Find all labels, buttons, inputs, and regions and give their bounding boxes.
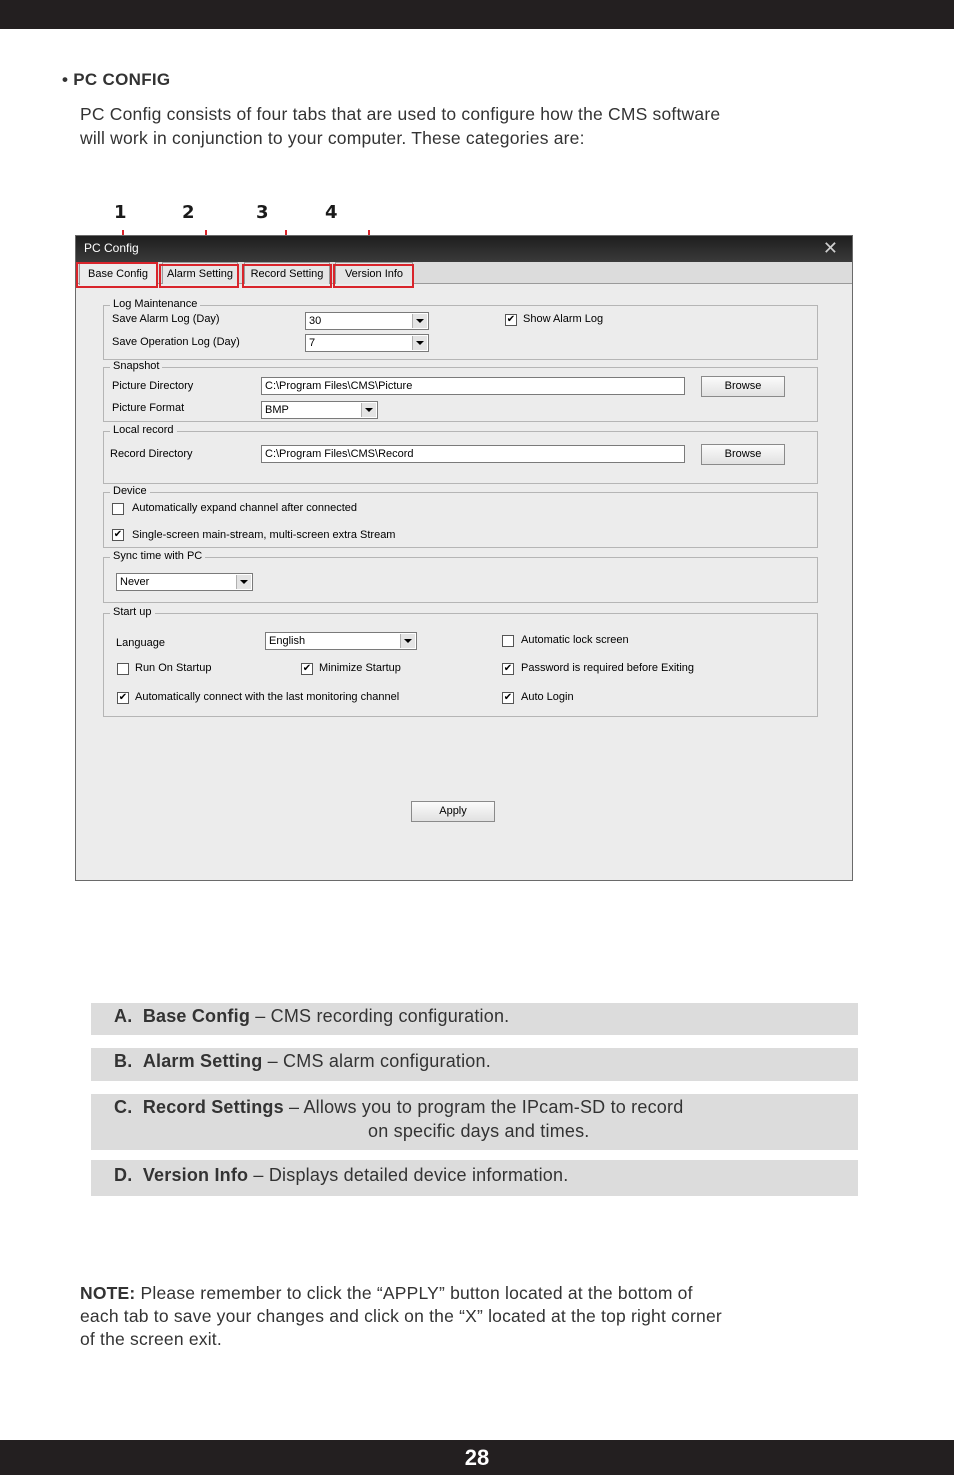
marker-3: 3 — [256, 202, 269, 223]
description-letter: B. — [114, 1051, 133, 1071]
chevron-down-icon[interactable] — [361, 403, 376, 417]
device-group — [103, 485, 818, 548]
auto-expand-label: Automatically expand channel after connected — [132, 502, 358, 514]
auto-login-label: Auto Login — [521, 691, 574, 703]
auto-connect-label: Automatically connect with the last monitoring channel — [135, 691, 400, 703]
save-alarm-log-value: 30 — [309, 315, 322, 327]
show-alarm-log-label: Show Alarm Log — [523, 313, 604, 325]
description-letter: A. — [114, 1006, 133, 1026]
picture-format-label: Picture Format — [112, 402, 185, 414]
sync-time-group — [103, 550, 818, 603]
record-directory-label: Record Directory — [110, 448, 193, 460]
description-letter: D. — [114, 1165, 133, 1185]
chevron-down-icon[interactable] — [236, 575, 251, 589]
note-line-1: Please remember to click the “APPLY” button located at the bottom of — [135, 1283, 693, 1303]
description-text: – CMS recording configuration. — [250, 1006, 510, 1026]
auto-lock-label: Automatic lock screen — [521, 634, 629, 646]
log-maintenance-legend: Log Maintenance — [110, 298, 200, 310]
save-operation-log-label: Save Operation Log (Day) — [112, 336, 240, 348]
record-browse-button[interactable]: Browse — [701, 444, 785, 465]
description-letter: C. — [114, 1097, 133, 1117]
sync-time-select[interactable] — [116, 573, 253, 591]
description-text: – Displays detailed device information. — [248, 1165, 569, 1185]
run-on-startup-checkbox[interactable] — [117, 663, 129, 675]
device-legend: Device — [110, 485, 150, 497]
pc-config-window — [75, 235, 853, 881]
intro-line-1: PC Config consists of four tabs that are used to configure how the CMS software — [80, 104, 721, 124]
minimize-startup-label: Minimize Startup — [319, 662, 401, 674]
auto-lock-checkbox[interactable] — [502, 635, 514, 647]
description-name: Base Config — [142, 1006, 251, 1026]
language-value: English — [269, 635, 306, 647]
language-select[interactable] — [265, 632, 417, 650]
save-alarm-log-label: Save Alarm Log (Day) — [112, 313, 220, 325]
window-title: PC Config — [84, 241, 139, 255]
bullet: • — [62, 70, 69, 89]
description-text-continued: on specific days and times. — [368, 1121, 590, 1141]
snapshot-legend: Snapshot — [110, 360, 162, 372]
startup-group — [103, 606, 818, 717]
description-text: – CMS alarm configuration. — [262, 1051, 491, 1071]
show-alarm-log-checkbox[interactable]: ✔ — [506, 314, 516, 325]
language-label: Language — [116, 637, 165, 649]
local-record-group — [103, 424, 818, 484]
auto-connect-checkbox[interactable]: ✔ — [118, 692, 128, 703]
intro-paragraph — [80, 102, 880, 150]
save-operation-log-select[interactable] — [305, 334, 429, 352]
description-text: – Allows you to program the IPcam-SD to record — [283, 1097, 684, 1117]
marker-1: 1 — [114, 202, 127, 223]
password-exit-label: Password is required before Exiting — [521, 662, 695, 674]
picture-directory-label: Picture Directory — [112, 380, 194, 392]
intro-line-2: will work in conjunction to your computer. These categories are: — [80, 128, 585, 148]
sync-time-legend: Sync time with PC — [110, 550, 205, 562]
picture-browse-button[interactable]: Browse — [701, 376, 785, 397]
apply-button[interactable]: Apply — [411, 801, 495, 822]
note-label: NOTE: — [80, 1283, 136, 1303]
description-row — [91, 1003, 858, 1035]
minimize-startup-checkbox[interactable]: ✔ — [302, 663, 312, 674]
close-icon[interactable]: ✕ — [822, 238, 838, 258]
section-title-text: PC CONFIG — [73, 70, 171, 89]
marker-4: 4 — [325, 202, 338, 223]
chevron-down-icon[interactable] — [412, 314, 427, 328]
auto-login-checkbox[interactable]: ✔ — [503, 692, 513, 703]
description-name: Alarm Setting — [142, 1051, 263, 1071]
tab-strip — [76, 262, 852, 284]
chevron-down-icon[interactable] — [400, 634, 415, 648]
tab-alarm-setting[interactable]: Alarm Setting — [162, 262, 238, 284]
note-line-3: of the screen exit. — [80, 1329, 222, 1349]
picture-format-select[interactable] — [261, 401, 378, 419]
single-screen-checkbox[interactable]: ✔ — [113, 529, 123, 540]
tab-base-config[interactable]: Base Config — [79, 262, 157, 285]
description-row — [91, 1094, 858, 1150]
save-alarm-log-select[interactable] — [305, 312, 429, 330]
page-number: 28 — [464, 1445, 490, 1470]
sync-time-value: Never — [120, 576, 150, 588]
section-title — [62, 70, 170, 90]
tab-version-info[interactable]: Version Info — [335, 262, 413, 284]
snapshot-group — [103, 360, 818, 422]
save-operation-log-value: 7 — [309, 337, 316, 349]
auto-expand-checkbox[interactable] — [112, 503, 124, 515]
description-row — [91, 1160, 858, 1196]
run-on-startup-label: Run On Startup — [135, 662, 212, 674]
local-record-legend: Local record — [110, 424, 177, 436]
note-line-2: each tab to save your changes and click on the “X” located at the top right corner — [80, 1306, 722, 1326]
password-exit-checkbox[interactable]: ✔ — [503, 663, 513, 674]
description-name: Version Info — [142, 1165, 249, 1185]
description-row — [91, 1048, 858, 1081]
picture-format-value: BMP — [265, 404, 289, 416]
startup-legend: Start up — [110, 606, 155, 618]
note-paragraph — [80, 1282, 890, 1351]
marker-2: 2 — [182, 202, 195, 223]
description-name: Record Settings — [142, 1097, 284, 1117]
window-titlebar — [76, 236, 852, 262]
picture-directory-input[interactable]: C:\Program Files\CMS\Picture — [261, 377, 685, 395]
record-directory-input[interactable]: C:\Program Files\CMS\Record — [261, 445, 685, 463]
tab-record-setting[interactable]: Record Setting — [244, 262, 330, 284]
top-bar — [0, 0, 954, 29]
chevron-down-icon[interactable] — [412, 336, 427, 350]
log-maintenance-group — [103, 298, 818, 360]
single-screen-label: Single-screen main-stream, multi-screen extra Stream — [132, 529, 396, 541]
